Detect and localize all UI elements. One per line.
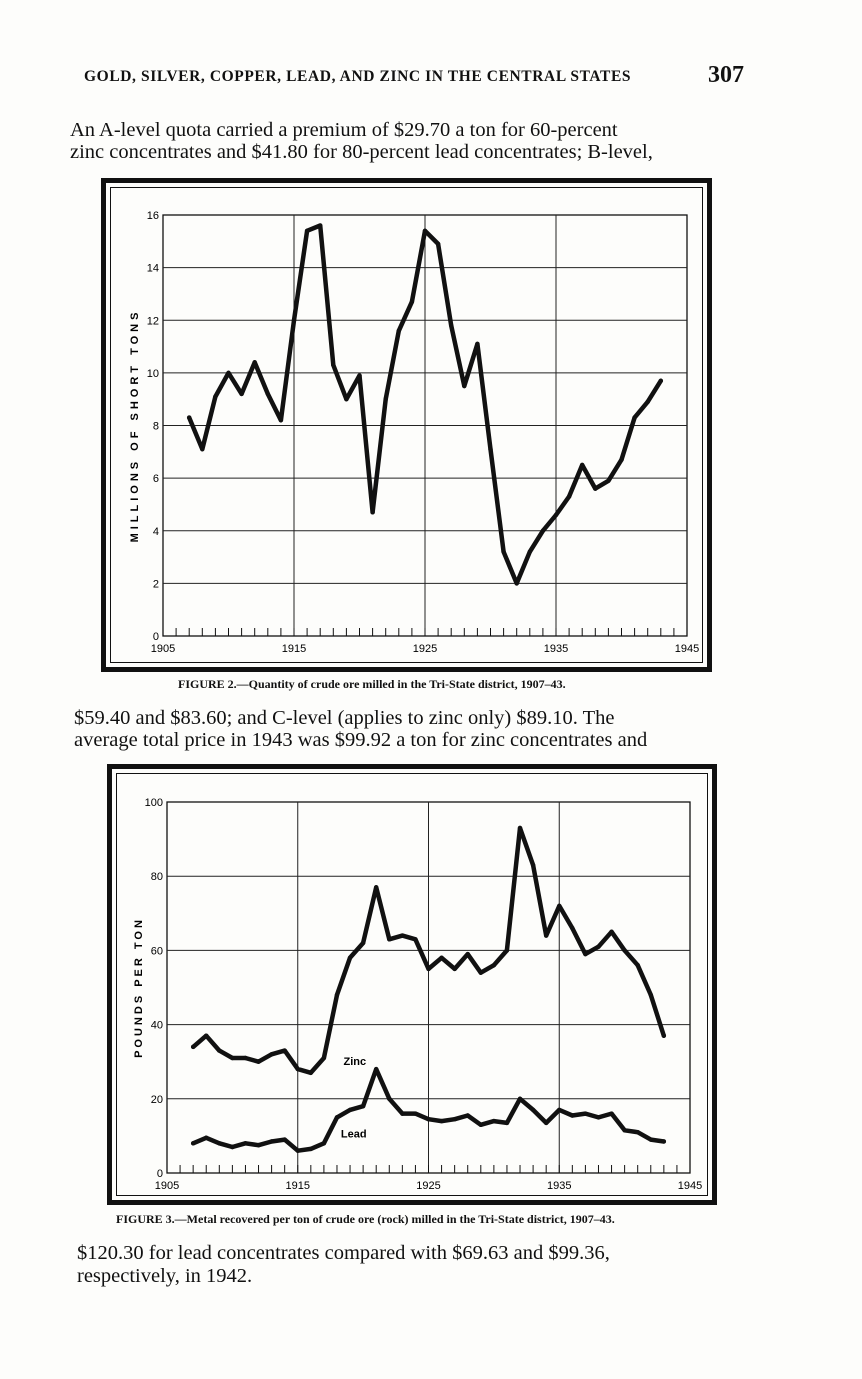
data-point bbox=[659, 379, 663, 383]
data-point bbox=[505, 1121, 509, 1125]
data-point bbox=[266, 392, 270, 396]
y-tick-label: 12 bbox=[146, 315, 159, 328]
x-tick-label: 1945 bbox=[674, 643, 700, 655]
data-point bbox=[622, 948, 626, 952]
data-point bbox=[501, 550, 505, 554]
x-tick-label: 1925 bbox=[412, 643, 438, 655]
data-point bbox=[479, 970, 483, 974]
data-point bbox=[253, 360, 257, 364]
data-point bbox=[243, 1056, 247, 1060]
data-point bbox=[544, 933, 548, 937]
data-point bbox=[269, 1052, 273, 1056]
y-tick-label: 0 bbox=[152, 631, 159, 643]
data-point bbox=[387, 937, 391, 941]
data-point bbox=[505, 948, 509, 952]
data-point bbox=[400, 1111, 404, 1115]
data-point bbox=[518, 826, 522, 830]
data-point bbox=[541, 529, 545, 533]
data-point bbox=[619, 458, 623, 462]
y-tick-label: 20 bbox=[150, 1093, 163, 1106]
paragraph-line: An A-level quota carried a premium of $29.70 a ton for 60-percent bbox=[70, 119, 618, 141]
y-tick-label: 80 bbox=[150, 871, 163, 884]
y-tick-label: 4 bbox=[152, 525, 159, 538]
y-tick-label: 10 bbox=[146, 367, 159, 380]
page-number: 307 bbox=[708, 62, 744, 88]
series-label-zinc: Zinc bbox=[343, 1055, 367, 1068]
data-point bbox=[593, 486, 597, 490]
data-point bbox=[191, 1045, 195, 1049]
data-point bbox=[452, 967, 456, 971]
x-tick-label: 1925 bbox=[416, 1180, 441, 1192]
data-point bbox=[230, 1056, 234, 1060]
data-point bbox=[387, 1097, 391, 1101]
data-point bbox=[632, 415, 636, 419]
data-point bbox=[531, 1108, 535, 1112]
data-point bbox=[413, 1111, 417, 1115]
y-tick-label: 8 bbox=[152, 420, 159, 433]
data-point bbox=[636, 1130, 640, 1134]
data-point bbox=[361, 941, 365, 945]
data-point bbox=[518, 1097, 522, 1101]
data-point bbox=[570, 1113, 574, 1117]
data-point bbox=[479, 1123, 483, 1127]
data-point bbox=[567, 494, 571, 498]
data-point bbox=[256, 1143, 260, 1147]
y-tick-label: 40 bbox=[150, 1019, 163, 1032]
data-point bbox=[282, 1048, 286, 1052]
paragraph-line: $120.30 for lead concentrates compared with $69.63 and $99.36, bbox=[77, 1242, 610, 1264]
data-point bbox=[269, 1139, 273, 1143]
data-point bbox=[384, 397, 388, 401]
data-point bbox=[191, 1141, 195, 1145]
y-tick-label: 2 bbox=[152, 578, 159, 591]
data-point bbox=[335, 1115, 339, 1119]
data-point bbox=[492, 963, 496, 967]
data-point bbox=[204, 1034, 208, 1038]
data-point bbox=[439, 1119, 443, 1123]
data-point bbox=[528, 550, 532, 554]
data-point bbox=[344, 397, 348, 401]
x-tick-label: 1935 bbox=[543, 643, 569, 655]
data-point bbox=[636, 963, 640, 967]
data-point bbox=[374, 1067, 378, 1071]
data-point bbox=[309, 1147, 313, 1151]
data-point bbox=[322, 1141, 326, 1145]
data-point bbox=[583, 1111, 587, 1115]
data-point bbox=[515, 581, 519, 585]
data-point bbox=[410, 300, 414, 304]
y-tick-label: 100 bbox=[144, 797, 163, 809]
data-point bbox=[649, 1137, 653, 1141]
data-point bbox=[361, 1104, 365, 1108]
data-point bbox=[606, 479, 610, 483]
data-point bbox=[230, 1145, 234, 1149]
data-point bbox=[596, 1115, 600, 1119]
data-point bbox=[309, 1071, 313, 1075]
data-point bbox=[217, 1048, 221, 1052]
data-point bbox=[426, 1117, 430, 1121]
data-point bbox=[462, 384, 466, 388]
running-head bbox=[84, 62, 744, 88]
data-point bbox=[322, 1056, 326, 1060]
data-point bbox=[646, 400, 650, 404]
y-axis-label: MILLIONS OF SHORT TONS bbox=[129, 308, 141, 543]
data-point bbox=[213, 394, 217, 398]
data-point bbox=[217, 1141, 221, 1145]
figure-3-caption: FIGURE 3.—Metal recovered per ton of crude ore (rock) milled in the Tri-State district, 1907–43. bbox=[116, 1212, 615, 1226]
figure-2-chart bbox=[106, 183, 717, 677]
data-point bbox=[649, 993, 653, 997]
figure-2-frame bbox=[101, 178, 712, 672]
data-point bbox=[554, 513, 558, 517]
data-point bbox=[335, 993, 339, 997]
y-tick-label: 16 bbox=[146, 210, 159, 222]
figure-3-frame bbox=[107, 764, 717, 1205]
data-point bbox=[243, 1141, 247, 1145]
data-point bbox=[331, 363, 335, 367]
data-point bbox=[449, 323, 453, 327]
data-point bbox=[475, 342, 479, 346]
data-point bbox=[557, 904, 561, 908]
x-tick-label: 1935 bbox=[547, 1180, 572, 1192]
data-point bbox=[256, 1060, 260, 1064]
x-tick-label: 1905 bbox=[150, 643, 176, 655]
data-point bbox=[370, 510, 374, 514]
data-point bbox=[662, 1139, 666, 1143]
data-point bbox=[466, 1113, 470, 1117]
data-point bbox=[596, 944, 600, 948]
data-point bbox=[436, 242, 440, 246]
data-point bbox=[226, 371, 230, 375]
y-tick-label: 6 bbox=[152, 473, 159, 486]
data-point bbox=[423, 229, 427, 233]
data-point bbox=[662, 1034, 666, 1038]
paragraph-line: average total price in 1943 was $99.92 a ton for zinc concentrates and bbox=[74, 729, 648, 751]
data-point bbox=[466, 952, 470, 956]
data-point bbox=[531, 863, 535, 867]
y-tick-label: 60 bbox=[150, 945, 163, 958]
paragraph-line: zinc concentrates and $41.80 for 80-percent lead concentrates; B-level, bbox=[70, 141, 653, 163]
figure-2-caption: FIGURE 2.—Quantity of crude ore milled in the Tri-State district, 1907–43. bbox=[178, 677, 566, 691]
x-tick-label: 1915 bbox=[281, 643, 307, 655]
data-point bbox=[609, 1111, 613, 1115]
data-point bbox=[296, 1149, 300, 1153]
series-label-lead: Lead bbox=[340, 1128, 367, 1141]
paragraph-line: $59.40 and $83.60; and C-level (applies to zinc only) $89.10. The bbox=[74, 707, 615, 729]
data-point bbox=[439, 956, 443, 960]
data-point bbox=[292, 318, 296, 322]
data-point bbox=[348, 956, 352, 960]
data-point bbox=[374, 885, 378, 889]
data-point bbox=[279, 418, 283, 422]
data-point bbox=[413, 937, 417, 941]
data-point bbox=[488, 447, 492, 451]
data-point bbox=[296, 1067, 300, 1071]
data-point bbox=[583, 952, 587, 956]
paragraph-line: respectively, in 1942. bbox=[77, 1265, 253, 1287]
data-point bbox=[609, 930, 613, 934]
data-point bbox=[239, 392, 243, 396]
y-tick-label: 0 bbox=[156, 1168, 163, 1180]
data-point bbox=[544, 1121, 548, 1125]
data-point bbox=[282, 1137, 286, 1141]
figure-3-chart bbox=[112, 769, 722, 1210]
x-tick-label: 1945 bbox=[677, 1180, 703, 1192]
data-point bbox=[570, 926, 574, 930]
x-tick-label: 1915 bbox=[285, 1180, 310, 1192]
x-tick-label: 1905 bbox=[154, 1180, 180, 1192]
y-axis-label: POUNDS PER TON bbox=[133, 917, 145, 1058]
data-point bbox=[348, 1108, 352, 1112]
data-point bbox=[492, 1119, 496, 1123]
data-point bbox=[357, 373, 361, 377]
data-point bbox=[200, 447, 204, 451]
data-point bbox=[305, 229, 309, 233]
data-point bbox=[622, 1128, 626, 1132]
data-point bbox=[187, 415, 191, 419]
data-point bbox=[204, 1136, 208, 1140]
data-point bbox=[580, 463, 584, 467]
data-point bbox=[557, 1108, 561, 1112]
data-point bbox=[318, 223, 322, 227]
data-point bbox=[397, 329, 401, 333]
data-point bbox=[452, 1117, 456, 1121]
data-point bbox=[426, 967, 430, 971]
data-point bbox=[400, 933, 404, 937]
running-title: GOLD, SILVER, COPPER, LEAD, AND ZINC IN THE CENTRAL STATES bbox=[84, 68, 632, 85]
y-tick-label: 14 bbox=[146, 262, 159, 275]
